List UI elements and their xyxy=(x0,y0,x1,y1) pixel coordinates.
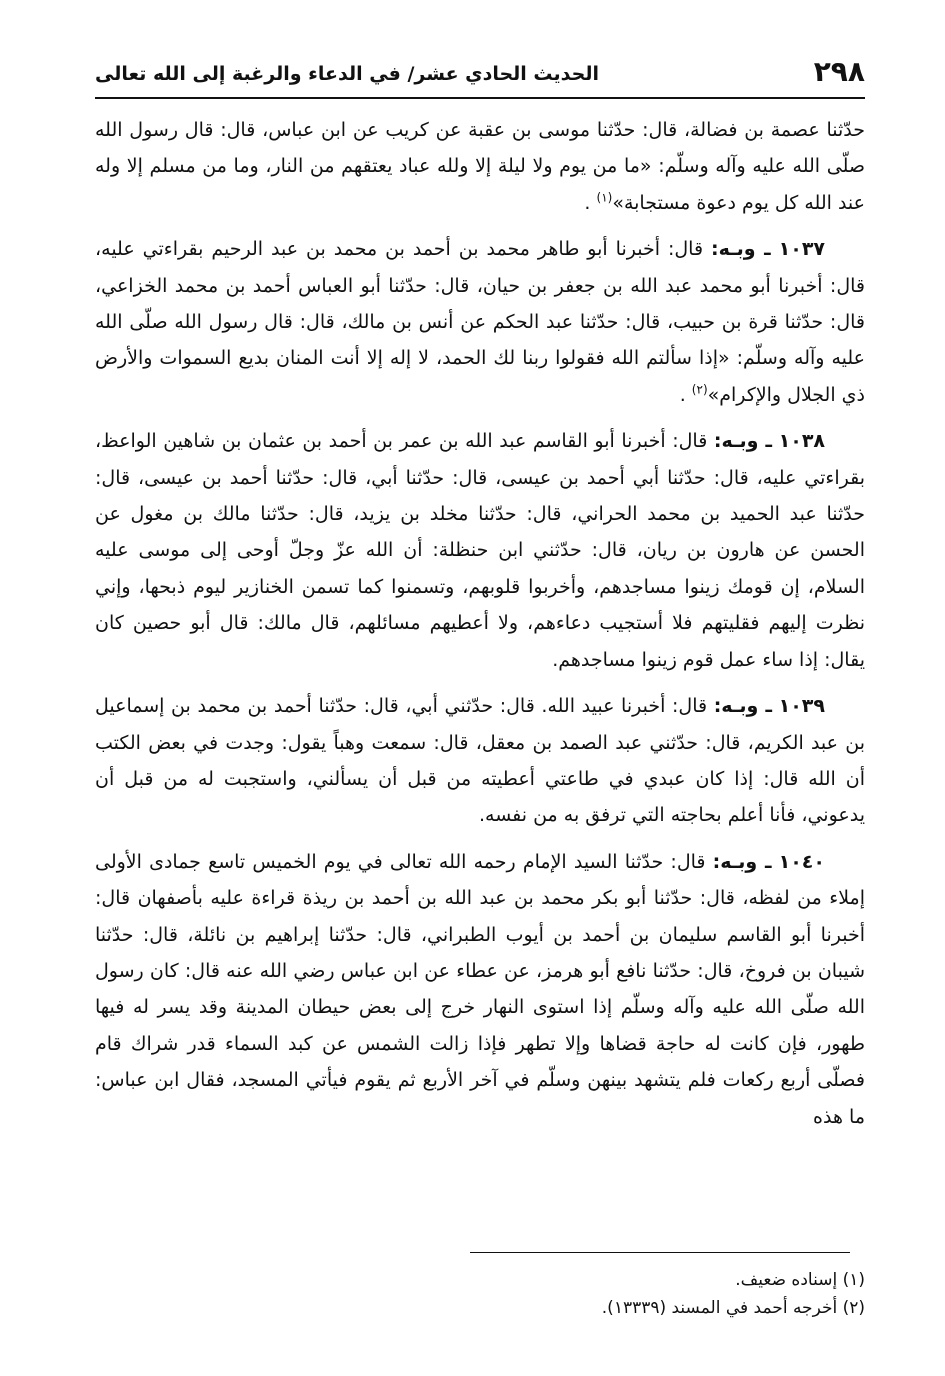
footnote-divider xyxy=(470,1252,850,1253)
hadith-chain-marker: ـ وبـه: xyxy=(711,238,771,261)
paragraph-text: قال: أخبرنا أبو القاسم عبد الله بن عمر بن أحمد بن عثمان بن شاهين الواعظ، بقراءتي عليه، قال: حدّثنا أبي أحمد بن عيسى، قال: حدّثنا أبي، قال: حدّثنا أحمد بن عيسى، قال: حدّثنا عبد الحميد بن محمد الحراني، قال: حدّثنا مخلد بن يزيد، قال: حدّثنا مالك بن مغول عن الحسن عن هارون بن ريان، قال: حدّثني ابن حنظلة: أن الله عزّ وجلّ أوحى إلى موسى عليه السلام، إن قومك زينوا مساجدهم، وأخربوا قلوبهم، وتسمنوا كما تسمن الخنازير ليوم ذبحها، وإني نظرت إليهم فقليتهم فلا أستجيب دعاءهم، ولا أعطيهم مسائلهم، قال مالك: قال أبو حصين كان يقال: إذا ساء عمل قوم زينوا مساجدهم. xyxy=(95,430,865,671)
hadith-number: ١٠٣٧ xyxy=(778,238,826,261)
footnote-ref-2: (٢) xyxy=(691,382,708,397)
footnote-2: (٢) أخرجه أحمد في المسند (١٣٣٣٩). xyxy=(601,1298,865,1318)
hadith-number: ١٠٣٨ xyxy=(778,430,826,453)
body-text xyxy=(95,112,865,1145)
hadith-1040 xyxy=(95,844,865,1135)
paragraph-end: . xyxy=(679,383,686,406)
hadith-number: ١٠٣٩ xyxy=(778,695,825,718)
hadith-1038 xyxy=(95,423,865,678)
paragraph-continuation xyxy=(95,112,865,221)
paragraph-text: قال: حدّثنا السيد الإمام رحمه الله تعالى في يوم الخميس تاسع جمادى الأولى إملاء من لفظه، قال: حدّثنا أبو بكر محمد بن عبد الله بن أحمد بن ريذة قراءة عليه بأصفهان قال: أخبرنا أبو القاسم سليمان بن أحمد بن أيوب الطبراني، قال: حدّثنا إبراهيم بن نائلة، قال: حدّثنا شيبان بن فروخ، قال: حدّثنا نافع أبو هرمز، عن عطاء عن ابن عباس رضي الله عنه قال: كان رسول الله صلّى الله عليه وآله وسلّم إذا استوى النهار خرج إلى بعض حيطان المدينة وقد يسر له فيها طهور، فإن كانت له حاجة قضاها وإلا تطهر فإذا زالت الشمس عن كبد السماء قدر شراك قام فصلّى أربع ركعات فلم يتشهد بينهن وسلّم في آخر الأربع ثم يقوم فيأتي المسجد، فقال ابن عباس: ما هذه xyxy=(95,850,865,1128)
paragraph-end: . xyxy=(584,191,591,214)
footnote-1: (١) إسناده ضعيف. xyxy=(735,1270,865,1290)
hadith-chain-marker: ـ وبـه: xyxy=(713,695,772,718)
footnote-ref-1: (١) xyxy=(596,190,613,205)
paragraph-text: حدّثنا عصمة بن فضالة، قال: حدّثنا موسى بن عقبة عن كريب عن ابن عباس، قال: قال رسول الله صلّى الله عليه وآله وسلّم: «ما من يوم ولا ليلة إلا ولله عباد يعتقهم من النار، وما من مسلم إلا وله عند الله كل يوم دعوة مستجابة» xyxy=(95,119,865,214)
page-number: ٢٩٨ xyxy=(813,55,865,88)
paragraph-text: قال: أخبرنا عبيد الله. قال: حدّثني أبي، قال: حدّثنا أحمد بن محمد بن إسماعيل بن عبد الكريم، قال: حدّثني عبد الصمد بن معقل، قال: سمعت وهباً يقول: وجدت في بعض الكتب أن الله قال: إذا كان عبدي في طاعتي أعطيته من قبل أن يسألني، واستجبت له من قبل أن يدعوني، فأنا أعلم بحاجته التي ترفق به من نفسه. xyxy=(95,695,865,827)
hadith-chain-marker: ـ وبـه: xyxy=(713,430,773,453)
hadith-1039 xyxy=(95,688,865,834)
hadith-chain-marker: ـ وبـه: xyxy=(712,850,772,873)
footnotes xyxy=(95,1266,865,1322)
page-header xyxy=(95,55,865,99)
hadith-number: ١٠٤٠ xyxy=(778,850,825,873)
hadith-1037 xyxy=(95,231,865,413)
paragraph-text: قال: أخبرنا أبو طاهر محمد بن أحمد بن محمد بن عبد الرحيم بقراءتي عليه، قال: أخبرنا أبو محمد عبد الله بن جعفر بن حيان، قال: حدّثنا أبو العباس أحمد بن محمد الخزاعي، قال: حدّثنا قرة بن حبيب، قال: حدّثنا عبد الحكم عن أنس بن مالك، قال: قال رسول الله صلّى الله عليه وآله وسلّم: «إذا سألتم الله فقولوا ربنا لك الحمد، لا إله إلا أنت المنان بديع السموات والأرض ذي الجلال والإكرام» xyxy=(95,238,865,406)
running-title: الحديث الحادي عشر/ في الدعاء والرغبة إلى الله تعالى xyxy=(95,63,599,85)
